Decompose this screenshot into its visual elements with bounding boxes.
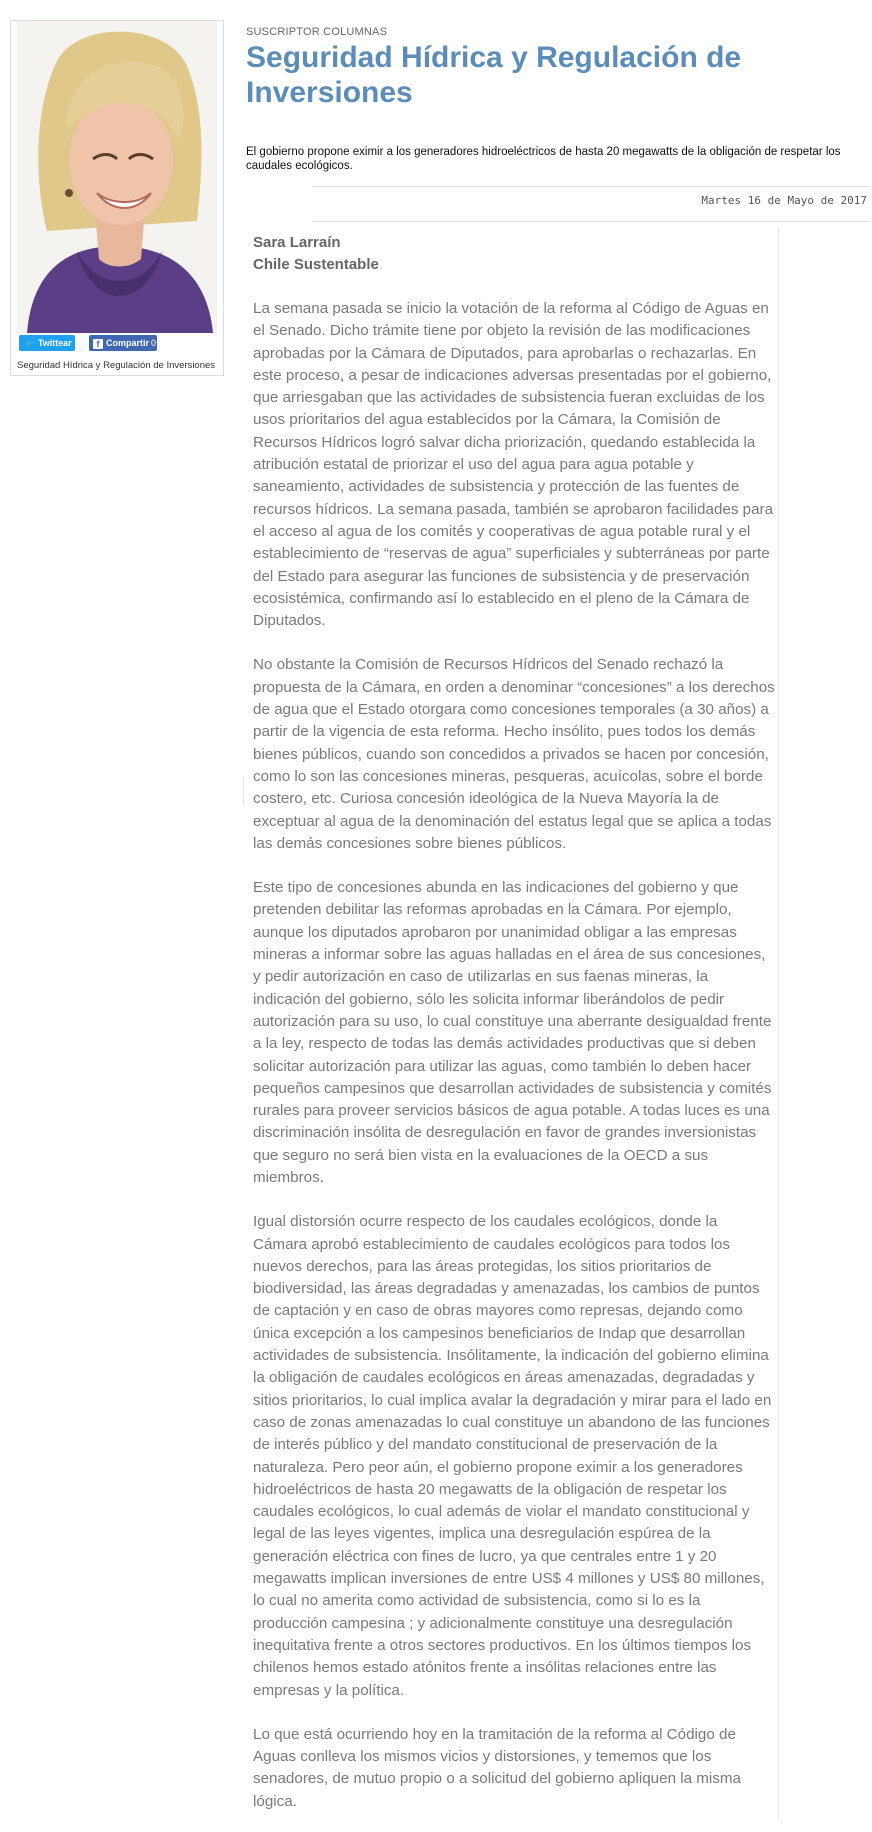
section-label: SUSCRIPTOR COLUMNAS — [246, 26, 388, 38]
twitter-share-label: Twittear — [37, 338, 72, 348]
column-marker — [243, 776, 244, 806]
author-byline — [253, 232, 775, 276]
facebook-share-button[interactable] — [89, 335, 157, 351]
facebook-icon: f — [93, 339, 103, 349]
article-paragraph: Igual distorsión ocurre respecto de los caudales ecológicos, donde la Cámara aprobó establecimiento de caudales ecológicos para todos los nuevos derechos, para las áreas protegidas, los sitios prioritarios de biodiversidad, las áreas degradadas y amenazadas, los cambios de puntos de captación y en caso de obras mayores como represas, dejando como única excepción a los campesinos beneficiarios de Indap que desarrollan actividades de subsistencia. Insólitamente, la indicación del gobierno elimina la obligación de caudales ecológicos en áreas amenazadas, degradadas y sitios prioritarios, lo cual implica avalar la degradación y mirar para el lado en caso de zonas amenazadas lo cual constituye un abandono de las funciones de interés público y del mandato constitucional de preservación de la naturaleza. Pero peor aún, el gobierno propone eximir a los generadores hidroeléctricos de hasta 20 megawatts de la obligación de respetar los caudales ecológicos, lo cual además de violar el mandato constitucional y legal de las leyes vigentes, implica una desregulación espúrea de la generación eléctrica con fines de lucro, ya que centrales entre 1 y 20 megawatts implican inversiones de entre US$ 4 millones y US$ 80 millones, lo cual no amerita como actividad de subsistencia, como si lo es la producción campesina ; y adicionalmente constituye una desregulación inequitativa frente a otros sectores productivos. En los últimos tiempos los chilenos hemos estado atónitos frente a insólitas relaciones entre las empresas y la política. — [253, 1213, 772, 1699]
column-divider — [778, 228, 779, 1818]
author-photo — [17, 21, 217, 333]
article-body — [253, 232, 775, 1813]
facebook-share-label: Compartir — [106, 338, 150, 348]
author-sidebar — [10, 20, 224, 376]
twitter-bird-icon: 🐦 — [25, 339, 35, 348]
photo-caption: Seguridad Hídrica y Regulación de Inversiones — [17, 360, 216, 371]
author-name: Sara Larraín — [253, 234, 341, 251]
article-paragraph: Lo que está ocurriendo hoy en la tramitación de la reforma al Código de Aguas conlleva los mismos vicios y distorsiones, y tememos que los senadores, de mutuo propio o a solicitud del gobierno apliquen la misma lógica. — [253, 1725, 741, 1810]
author-portrait-illustration — [17, 21, 217, 333]
article-paragraph: La semana pasada se inicio la votación de la reforma al Código de Aguas en el Senado. Dicho trámite tiene por objeto la revisión de las modificaciones aprobadas por la Cámara de Diputados, para aprobarlas o rechazarlas. En este proceso, a pesar de indicaciones adversas presentadas por el gobierno, que arriesgaban que las actividades de subsistencia fueran excluidas de los usos prioritarios del agua establecidos por la Cámara, la Comisión de Recursos Hídricos logró salvar dicha priorización, quedando establecida la atribución estatal de priorizar el uso del agua para agua potable y saneamiento, actividades de subsistencia y protección de las fuentes de recursos hídricos. La semana pasada, también se aprobaron facilidades para el acceso al agua de los comités y cooperativas de agua potable rural y el establecimiento de “reservas de agua” superficiales y subterráneas por parte del Estado para asegurar las funciones de subsistencia y de preservación ecosistémica, confirmando así lo establecido en el pleno de la Cámara de Diputados. — [253, 300, 774, 630]
article-paragraph: Este tipo de concesiones abunda en las indicaciones del gobierno y que pretenden debilitar las reformas aprobadas en la Cámara. Por ejemplo, aunque los diputados aprobaron por unanimidad obligar a las empresas mineras a informar sobre las aguas halladas en el área de sus concesiones, y pedir autorización en caso de utilizarlas en sus faenas mineras, la indicación del gobierno, sólo les solicita informar liberándolos de pedir autorización para su uso, lo cual constituye una aberrante desigualdad frente a la ley, respecto de todas las demás actividades productivas que si deben solicitar autorización para utilizar las aguas, como también lo deben hacer pequeños campesinos que desarrollan actividades de subsistencia y comités rurales para proveer servicios básicos de agua potable. A todas luces es una discriminación insólita de desregulación en favor de grandes inversionistas que seguro no será bien vista en la evaluaciones de la OECD a sus miembros. — [253, 879, 772, 1186]
article-paragraph: No obstante la Comisión de Recursos Hídricos del Senado rechazó la propuesta de la Cámara, en orden a denominar “concesiones” a los derechos de agua que el Estado otorgara como concesiones temporales (a 30 años) a partir de la vigencia de esta reforma. Hecho insólito, pues todos los demás bienes públicos, cuando son concedidos a privados se hacen por concesión, como lo son las concesiones mineras, pesqueras, acuícolas, sobre el borde costero, etc. Curiosa concesión ideológica de la Nueva Mayoría la de exceptuar al agua de la denominación del estatus legal que se aplica a todas las demás concesiones sobre bienes públicos. — [253, 656, 775, 852]
author-organization: Chile Sustentable — [253, 256, 379, 273]
divider-bottom — [312, 221, 870, 222]
article-title: Seguridad Hídrica y Regulación de Inversiones — [246, 41, 742, 109]
article-lead: El gobierno propone eximir a los generadores hidroeléctricos de hasta 20 megawatts de la obligación de respetar los caudales ecológicos. — [246, 146, 841, 172]
divider-top — [312, 186, 870, 187]
facebook-share-count: 0 — [151, 338, 157, 348]
twitter-share-button[interactable] — [19, 335, 75, 351]
publish-date: Martes 16 de Mayo de 2017 — [701, 194, 867, 207]
